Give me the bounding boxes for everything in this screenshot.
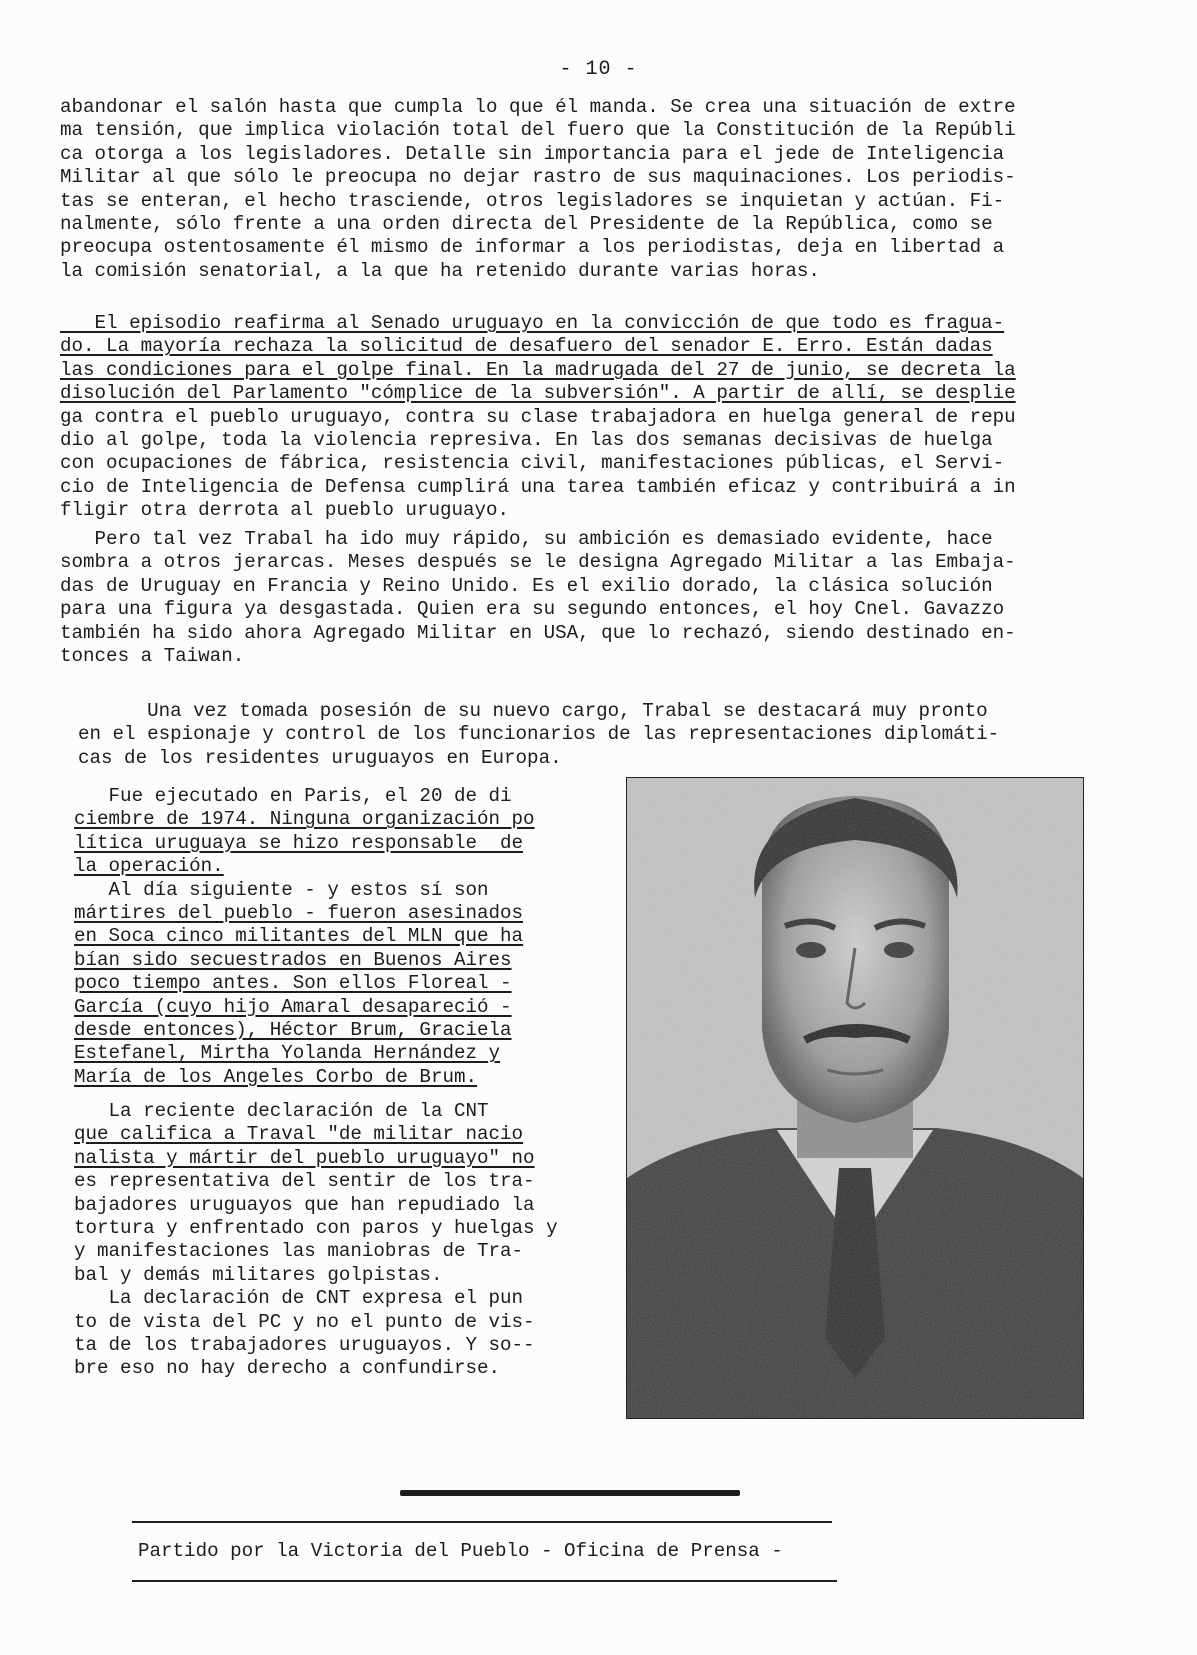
text-line: ca otorga a los legisladores. Detalle sin importancia para el jede de Inteligencia	[60, 142, 1005, 165]
text-line: sombra a otros jerarcas. Meses después se le designa Agregado Militar a las Embaja-	[60, 551, 1016, 574]
paragraph-new-post	[78, 700, 1108, 770]
text-line: ma tensión, que implica violación total del fuero que la Constitución de la Repúbli	[60, 119, 1016, 142]
text-line: bían sido secuestrados en Buenos Aires	[74, 948, 512, 971]
text-line: bajadores uruguayos que han repudiado la	[74, 1193, 535, 1216]
text-line: El episodio reafirma al Senado uruguayo en la convicción de que todo es fragua-	[60, 312, 1005, 334]
text-line: do. La mayoría rechaza la solicitud de desafuero del senador E. Erro. Están dadas	[60, 335, 993, 358]
footer-bottom-rule	[132, 1580, 837, 1582]
text-line: preocupa ostentosamente él mismo de informar a los periodistas, deja en libertad a	[60, 236, 1005, 259]
paragraph-senate-episode	[60, 312, 1090, 523]
text-line: bre eso no hay derecho a confundirse.	[74, 1357, 501, 1380]
paragraph-execution	[74, 785, 614, 1089]
text-line: Militar al que sólo le preocupa no dejar rastro de sus maquinaciones. Los periodis-	[60, 166, 1016, 189]
portrait-photo	[626, 777, 1084, 1419]
text-line: mártires del pueblo - fueron asesinados	[74, 901, 524, 924]
text-line: nalista y mártir del pueblo uruguayo" no	[74, 1146, 535, 1169]
text-line: Pero tal vez Trabal ha ido muy rápido, su ambición es demasiado evidente, hace	[60, 528, 993, 550]
text-line: fligir otra derrota al pueblo uruguayo.	[60, 499, 510, 522]
text-line: tortura y enfrentado con paros y huelgas y	[74, 1216, 558, 1239]
footer-top-rule	[132, 1521, 832, 1523]
text-line: García (cuyo hijo Amaral desapareció -	[74, 995, 512, 1018]
text-line: la operación.	[74, 855, 224, 878]
text-line: María de los Angeles Corbo de Brum.	[74, 1065, 478, 1088]
text-line: bal y demás militares golpistas.	[74, 1263, 443, 1286]
text-line: desde entonces), Héctor Brum, Graciela	[74, 1018, 512, 1041]
text-line: que califica a Traval "de militar nacio	[74, 1123, 524, 1146]
text-line: ciembre de 1974. Ninguna organización po	[74, 808, 535, 831]
page-number: - 10 -	[559, 58, 638, 81]
text-line: cas de los residentes uruguayos en Europa.	[78, 746, 562, 769]
text-line: también ha sido ahora Agregado Militar en USA, que lo rechazó, siendo destinado en-	[60, 621, 1016, 644]
text-line: Una vez tomada posesión de su nuevo cargo, Trabal se destacará muy pronto	[78, 700, 988, 722]
section-divider	[400, 1490, 740, 1496]
text-line: ga contra el pueblo uruguayo, contra su clase trabajadora en huelga general de repu	[60, 405, 1016, 428]
paragraph-trabal-exile	[60, 528, 1090, 668]
text-line: y manifestaciones las maniobras de Tra-	[74, 1240, 524, 1263]
text-line: Estefanel, Mirtha Yolanda Hernández y	[74, 1042, 501, 1065]
text-line: la comisión senatorial, a la que ha retenido durante varias horas.	[60, 259, 820, 282]
text-line: lítica uruguaya se hizo responsable de	[74, 831, 524, 854]
text-line: La reciente declaración de la CNT	[74, 1100, 489, 1122]
text-line: abandonar el salón hasta que cumpla lo que él manda. Se crea una situación de extre	[60, 96, 1016, 118]
paragraph-continuation	[60, 96, 1090, 283]
text-line: cio de Inteligencia de Defensa cumplirá una tarea también eficaz y contribuirá a in	[60, 475, 1016, 498]
text-line: Fue ejecutado en Paris, el 20 de di	[74, 785, 512, 807]
text-line: tas se enteran, el hecho trasciende, otros legisladores se inquietan y actúan. Fi-	[60, 189, 1005, 212]
text-line: en el espionaje y control de los funcionarios de las representaciones diplomáti-	[78, 723, 1000, 746]
text-line: das de Uruguay en Francia y Reino Unido. Es el exilio dorado, la clásica solución	[60, 574, 993, 597]
text-line: tonces a Taiwan.	[60, 644, 245, 667]
text-line: nalmente, sólo frente a una orden directa del Presidente de la República, como se	[60, 212, 993, 235]
paragraph-cnt-declaration	[74, 1100, 614, 1381]
text-line: poco tiempo antes. Son ellos Floreal -	[74, 972, 512, 995]
text-line: ta de los trabajadores uruguayos. Y so--	[74, 1333, 535, 1356]
text-line: es representativa del sentir de los tra-	[74, 1170, 535, 1193]
text-line: las condiciones para el golpe final. En la madrugada del 27 de junio, se decreta la	[60, 358, 1016, 381]
text-line: dio al golpe, toda la violencia represiva. En las dos semanas decisivas de huelga	[60, 428, 993, 451]
text-line: disolución del Parlamento "cómplice de la subversión". A partir de allí, se desplie	[60, 382, 1016, 405]
text-line: con ocupaciones de fábrica, resistencia civil, manifestaciones públicas, el Servi-	[60, 452, 1005, 475]
text-line: La declaración de CNT expresa el pun	[74, 1287, 524, 1310]
text-line: Al día siguiente - y estos sí son	[74, 878, 489, 901]
footer-credit: Partido por la Victoria del Pueblo - Oficina de Prensa -	[138, 1540, 783, 1562]
text-line: to de vista del PC y no el punto de vis-	[74, 1310, 535, 1333]
text-line: para una figura ya desgastada. Quien era su segundo entonces, el hoy Cnel. Gavazzo	[60, 598, 1005, 621]
text-line: en Soca cinco militantes del MLN que ha	[74, 925, 524, 948]
